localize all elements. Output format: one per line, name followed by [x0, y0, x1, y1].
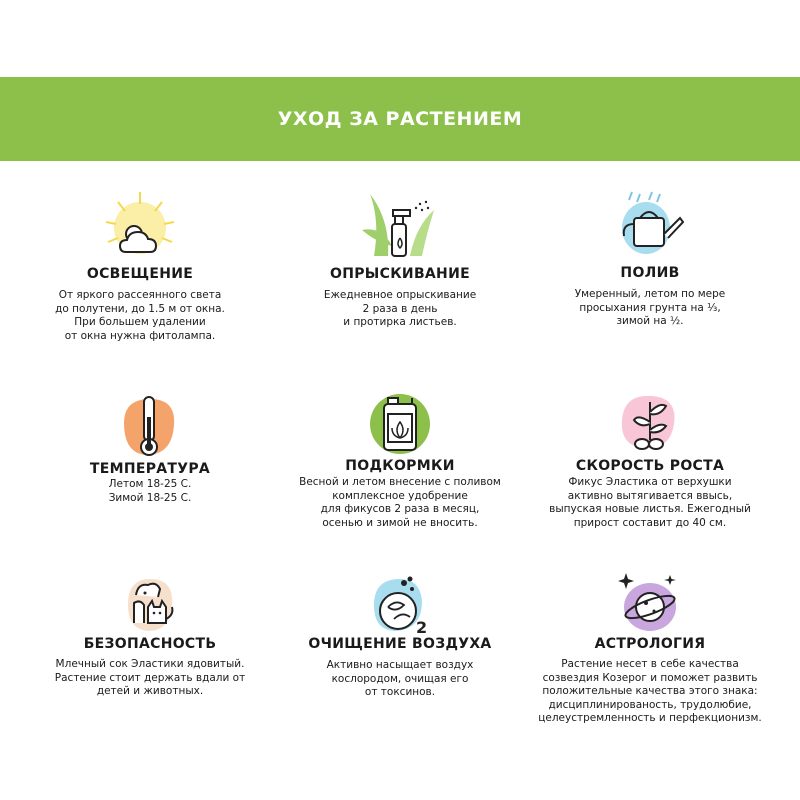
card-description: Умеренный, летом по мере просыхания грунта на ⅓, зимой на ½.: [574, 288, 726, 327]
sprout-icon: [610, 390, 690, 460]
card-title: ОСВЕЩЕНИЕ: [86, 266, 194, 282]
o2-subscript: 2: [416, 618, 428, 637]
air-purification-icon: [360, 571, 440, 641]
card-description: Ежедневное опрыскивание 2 раза в день и протирка листьев.: [323, 289, 477, 328]
card-title: ОПРЫСКИВАНИЕ: [330, 266, 470, 282]
card-lighting: [15, 185, 265, 355]
card-description: Весной и летом внесение с поливом комплексное удобрение для фикусов 2 раза в месяц, осенью и зимой не вносить.: [299, 476, 501, 529]
card-description: Активно насыщает воздух кослородом, очищая его от токсинов.: [326, 659, 474, 698]
card-description: Летом 18-25 С. Зимой 18-25 С.: [108, 478, 192, 504]
card-title: ОЧИЩЕНИЕ ВОЗДУХА: [308, 636, 492, 652]
fertilizer-canister-icon: [360, 390, 440, 460]
card-fertilizing: [275, 385, 525, 535]
card-growth-rate: [525, 385, 775, 535]
header-banner: [0, 77, 800, 161]
card-spraying: [275, 185, 525, 355]
card-safety: [25, 565, 275, 705]
pets-icon: [110, 571, 190, 641]
card-title: СКОРОСТЬ РОСТА: [575, 458, 725, 474]
card-watering: [525, 185, 775, 355]
card-temperature: [25, 385, 275, 515]
thermometer-icon: [110, 393, 190, 463]
card-astrology: [525, 565, 775, 735]
card-description: Млечный сок Эластики ядовитый. Растение стоит держать вдали от детей и животных.: [54, 658, 246, 697]
card-description: Растение несет в себе качества созвездия Козерог и поможет развить положительные качества этого знака: дисциплинированость, трудолюбие, целеустремленность и перфекционизм.: [538, 658, 762, 724]
sun-cloud-icon: [100, 190, 180, 260]
card-title: ПОЛИВ: [620, 265, 680, 281]
watering-can-icon: [610, 188, 690, 258]
card-title: ПОДКОРМКИ: [345, 458, 455, 474]
card-title: АСТРОЛОГИЯ: [594, 636, 706, 652]
page-title: УХОД ЗА РАСТЕНИЕМ: [277, 108, 523, 130]
card-title: БЕЗОПАСНОСТЬ: [83, 636, 217, 652]
card-description: От яркого рассеянного света до полутени, до 1.5 м от окна. При большем удалении от окна нужна фитолампа.: [55, 289, 225, 342]
spray-bottle-icon: [360, 190, 440, 260]
card-title: ТЕМПЕРАТУРА: [89, 461, 211, 477]
card-air-purification: [275, 565, 525, 705]
planet-icon: [610, 569, 690, 639]
card-description: Фикус Эластика от верхушки активно вытягивается ввысь, выпуская новые листья. Ежегодный прирост составит до 40 см.: [549, 476, 751, 529]
